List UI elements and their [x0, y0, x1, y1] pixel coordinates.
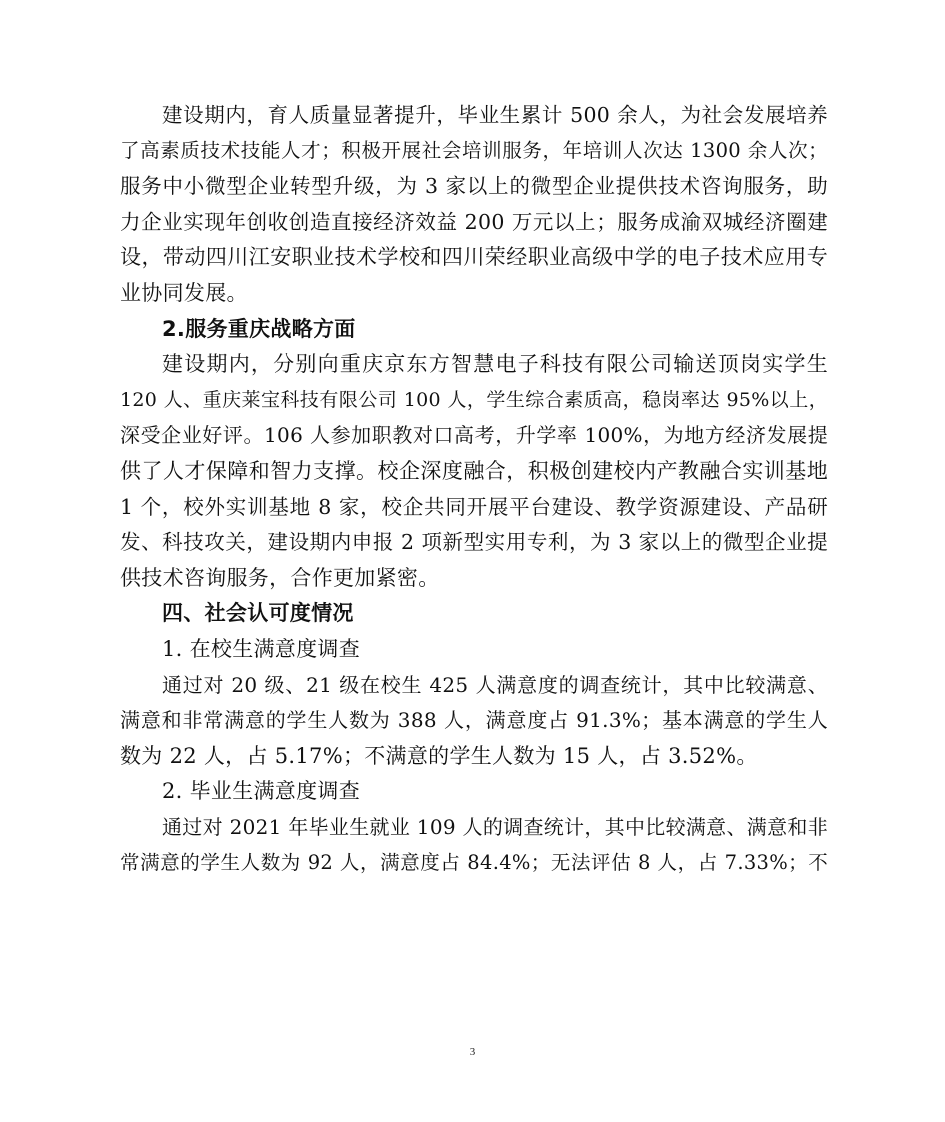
paragraph-line: 业协同发展。 — [120, 281, 248, 305]
page-number: 3 — [469, 1046, 476, 1058]
paragraph-line: 120 人、重庆莱宝科技有限公司 100 人，学生综合素质高，稳岗率达 95%以上， — [120, 388, 828, 411]
paragraph-line: 1 个，校外实训基地 8 家，校企共同开展平台建设、教学资源建设、产品研 — [120, 494, 828, 519]
paragraph-line: 建设期内，分别向重庆京东方智慧电子科技有限公司输送顶岗实学生 — [162, 352, 828, 377]
paragraph-line: 服务中小微型企业转型升级，为 3 家以上的微型企业提供技术咨询服务，助 — [120, 174, 828, 199]
paragraph-line: 常满意的学生人数为 92 人，满意度占 84.4%；无法评估 8 人，占 7.33%；不 — [120, 850, 828, 874]
subsection-heading: 2. 毕业生满意度调查 — [162, 779, 361, 804]
section-heading: 2.服务重庆战略方面 — [162, 316, 356, 341]
paragraph-line: 通过对 2021 年毕业生就业 109 人的调查统计，其中比较满意、满意和非 — [162, 815, 828, 839]
paragraph-line: 满意和非常满意的学生人数为 388 人，满意度占 91.3%；基本满意的学生人 — [120, 708, 828, 733]
chapter-heading: 四、社会认可度情况 — [162, 601, 354, 626]
paragraph-line: 设，带动四川江安职业技术学校和四川荣经职业高级中学的电子技术应用专 — [120, 245, 828, 270]
paragraph-line: 数为 22 人，占 5.17%；不满意的学生人数为 15 人，占 3.52%。 — [120, 743, 758, 768]
paragraph-line: 深受企业好评。106 人参加职教对口高考，升学率 100%，为地方经济发展提 — [120, 423, 828, 448]
paragraph-line: 供了人才保障和智力支撑。校企深度融合，积极创建校内产教融合实训基地 — [120, 459, 828, 483]
subsection-heading: 1. 在校生满意度调查 — [162, 637, 361, 661]
paragraph-line: 建设期内，育人质量显著提升，毕业生累计 500 余人，为社会发展培养 — [162, 103, 828, 127]
paragraph-line: 发、科技攻关，建设期内申报 2 项新型实用专利，为 3 家以上的微型企业提 — [120, 530, 828, 555]
paragraph-line: 力企业实现年创收创造直接经济效益 200 万元以上；服务成渝双城经济圈建 — [120, 209, 828, 234]
paragraph-line: 供技术咨询服务，合作更加紧密。 — [120, 565, 440, 590]
paragraph-line: 通过对 20 级、21 级在校生 425 人满意度的调查统计，其中比较满意、 — [162, 672, 828, 697]
paragraph-line: 了高素质技术技能人才；积极开展社会培训服务，年培训人次达 1300 余人次； — [120, 138, 828, 162]
